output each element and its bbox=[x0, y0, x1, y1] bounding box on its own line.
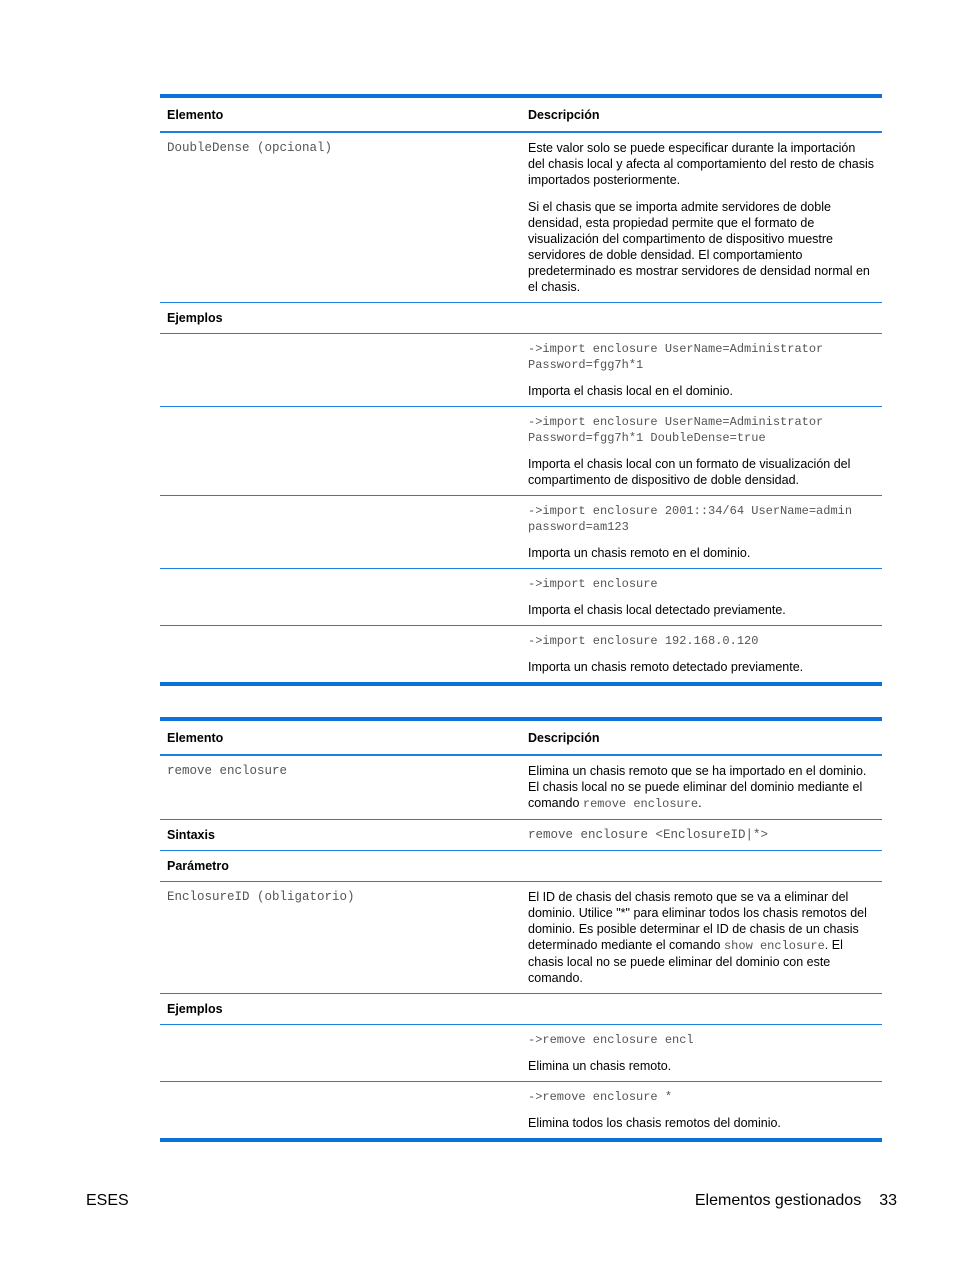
table-header-row bbox=[160, 96, 882, 132]
examples-label: Ejemplos bbox=[160, 994, 521, 1025]
inline-code: remove enclosure bbox=[582, 797, 699, 811]
description-text: . El chasis local no se puede eliminar del dominio con este comando. bbox=[528, 938, 843, 985]
footer-section-title: Elementos gestionados bbox=[694, 1192, 862, 1209]
example-code: ->import enclosure UserName=Administrator Password=fgg7h*1 bbox=[528, 342, 824, 372]
footer-locale: ESES bbox=[86, 1192, 129, 1209]
description-text: Elimina un chasis remoto que se ha importado en el dominio. El chasis local no se puede eliminar del dominio mediante el comando bbox=[528, 764, 867, 810]
examples-section-row bbox=[160, 994, 882, 1025]
element-name: DoubleDense (opcional) bbox=[160, 132, 521, 303]
example-description: Importa un chasis remoto detectado previamente. bbox=[528, 660, 804, 674]
parameter-description bbox=[521, 882, 882, 994]
footer-page-info bbox=[695, 1191, 897, 1211]
example-code: ->import enclosure 192.168.0.120 bbox=[528, 634, 759, 648]
import-enclosure-table bbox=[160, 94, 882, 686]
examples-label: Ejemplos bbox=[160, 303, 521, 334]
column-header-description: Descripción bbox=[521, 96, 882, 132]
example-code: ->import enclosure bbox=[528, 577, 658, 591]
parameter-label: Parámetro bbox=[160, 851, 521, 882]
example-description: Importa un chasis remoto en el dominio. bbox=[528, 546, 751, 560]
example-row bbox=[160, 496, 882, 569]
page-number: 33 bbox=[879, 1192, 897, 1209]
element-description bbox=[521, 132, 882, 303]
example-description: Elimina todos los chasis remotos del dominio. bbox=[528, 1116, 781, 1130]
description-paragraph: Este valor solo se puede especificar durante la importación del chasis local y afecta al comportamiento del resto de chasis importados posteriormente. bbox=[528, 141, 875, 187]
example-row bbox=[160, 334, 882, 407]
syntax-code: remove enclosure <EnclosureID|*> bbox=[521, 820, 882, 851]
remove-enclosure-table bbox=[160, 717, 882, 1142]
example-row bbox=[160, 1025, 882, 1082]
example-description: Importa el chasis local en el dominio. bbox=[528, 384, 733, 398]
element-description bbox=[521, 755, 882, 820]
example-code: ->import enclosure UserName=Administrator Password=fgg7h*1 DoubleDense=true bbox=[528, 415, 824, 445]
example-row bbox=[160, 626, 882, 685]
parameter-name: EnclosureID (obligatorio) bbox=[160, 882, 521, 994]
example-row bbox=[160, 407, 882, 496]
example-code: ->remove enclosure * bbox=[528, 1090, 673, 1104]
example-code: ->remove enclosure encl bbox=[528, 1033, 694, 1047]
column-header-element: Elemento bbox=[160, 719, 521, 755]
description-text: El ID de chasis del chasis remoto que se va a eliminar del dominio. Utilice "*" para eliminar todos los chasis remotos del dominio. Es posible determinar el ID de chasis de un chasis determinado mediante el comando bbox=[528, 890, 867, 952]
inline-code: show enclosure bbox=[723, 939, 825, 953]
parameter-section-row bbox=[160, 851, 882, 882]
syntax-label: Sintaxis bbox=[160, 820, 521, 851]
examples-section-row bbox=[160, 303, 882, 334]
example-description: Importa el chasis local con un formato de visualización del compartimento de dispositivo de doble densidad. bbox=[528, 457, 851, 487]
table-row bbox=[160, 132, 882, 303]
example-row bbox=[160, 569, 882, 626]
parameter-row bbox=[160, 882, 882, 994]
table-row bbox=[160, 755, 882, 820]
table-header-row bbox=[160, 719, 882, 755]
column-header-element: Elemento bbox=[160, 96, 521, 132]
element-name: remove enclosure bbox=[160, 755, 521, 820]
example-description: Importa el chasis local detectado previamente. bbox=[528, 603, 786, 617]
example-description: Elimina un chasis remoto. bbox=[528, 1059, 672, 1073]
example-code: ->import enclosure 2001::34/64 UserName=admin password=am123 bbox=[528, 504, 853, 534]
column-header-description: Descripción bbox=[521, 719, 882, 755]
example-row bbox=[160, 1082, 882, 1141]
description-text: . bbox=[698, 796, 702, 810]
description-paragraph: Si el chasis que se importa admite servidores de doble densidad, esta propiedad permite que el formato de visualización del compartimento de dispositivo muestre servidores de doble densidad. El comportamiento predeterminado es mostrar servidores de densidad normal en el chasis. bbox=[528, 200, 870, 294]
syntax-row bbox=[160, 820, 882, 851]
